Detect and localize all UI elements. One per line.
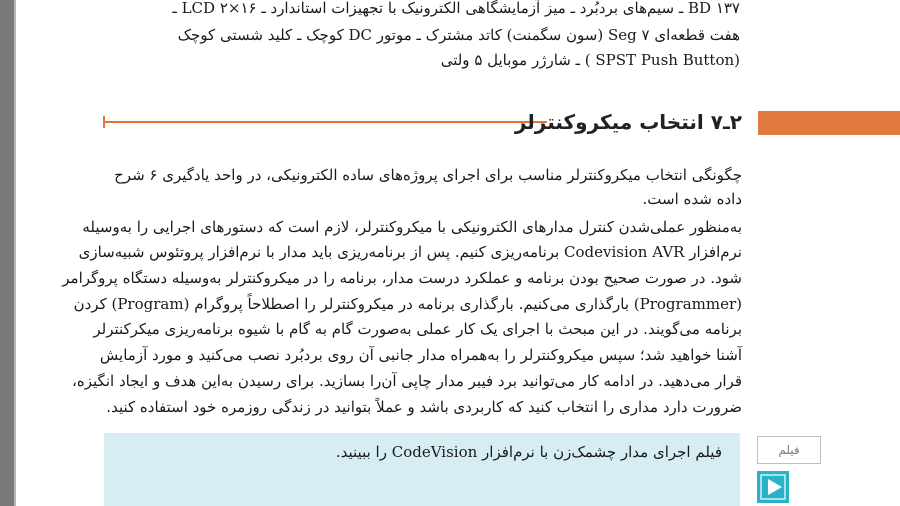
section-title-rule [103,121,547,123]
section-title: ۲ـ۷ انتخاب میکروکنترلر [514,110,742,134]
play-video-button[interactable] [757,471,789,503]
body-line-1: چگونگی انتخاب میکروکنترلر مناسب برای اجرای پروژه‌های ساده الکترونیکی، در واحد یادگیری ۶ شرح [114,166,742,184]
play-icon [757,471,789,503]
body-line-2: داده شده است. [642,190,742,208]
section-color-band [758,111,900,135]
film-callout-text: فیلم اجرای مدار چشمک‌زن با نرم‌افزار CodeVision را ببینید. [335,443,722,461]
body-line-4: نرم‌افزار Codevision AVR برنامه‌ریزی کنیم. پس از برنامه‌ریزی باید مدار با نرم‌افزار پروتئوس شبیه‌سازی [78,243,742,261]
body-line-5: شود. در صورت صحیح بودن برنامه و عملکرد درست مدار، برنامه را در میکروکنترلر به‌وسیله دستگاه پروگرامر [62,269,742,287]
section-title-rule-cap [103,116,105,128]
top-paragraph-line-2: هفت قطعه‌ای Seg ۷ (سون سگمنت) کاتد مشترک ـ موتور DC کوچک ـ کلید شستی کوچک [177,26,740,44]
body-line-9: قرار می‌دهید. در ادامه کار می‌توانید برد فیبر مدار چاپی آن‌را بسازید. برای رسیدن به‌این هدف و ایجاد انگیزه، [72,372,742,390]
body-line-7: برنامه می‌گویند. در این مبحث با اجرای یک کار عملی به‌صورت گام به گام با شیوه برنامه‌ریزی میکرکنترلر [93,320,742,338]
top-paragraph-line-3: (SPST Push Button ) ـ شارژر موبایل ۵ ولتی [440,51,740,69]
film-label: فیلم [757,436,821,464]
body-line-10: ضرورت دارد مداری را انتخاب کنید که کاربردی باشد و عملاً بتوانید در زندگی روزمره خود استفاده کنید. [106,398,742,416]
body-line-3: به‌منظور عملی‌شدن کنترل مدارهای الکترونیکی با میکروکنترلر، لازم است که دستورهای اجرایی را به‌وسیله [82,218,742,236]
window-left-gutter [0,0,14,506]
body-line-8: آشنا خواهید شد؛ سپس میکروکنترلر را به‌همراه مدار جانبی آن روی بردبُرد نصب می‌کنید و مورد آزمایش [99,346,742,364]
top-paragraph-line-1: BD ۱۳۷ ـ سیم‌های بردبُرد ـ میز آزمایشگاهی الکترونیک با تجهیزات استاندارد ـ ۱۶×۲ LCD ـ [172,0,740,17]
body-line-6: (Programmer) بارگذاری می‌کنیم. بارگذاری برنامه در میکروکنترلر را اصطلاحاً پروگرام (Program) کردن [73,295,742,313]
